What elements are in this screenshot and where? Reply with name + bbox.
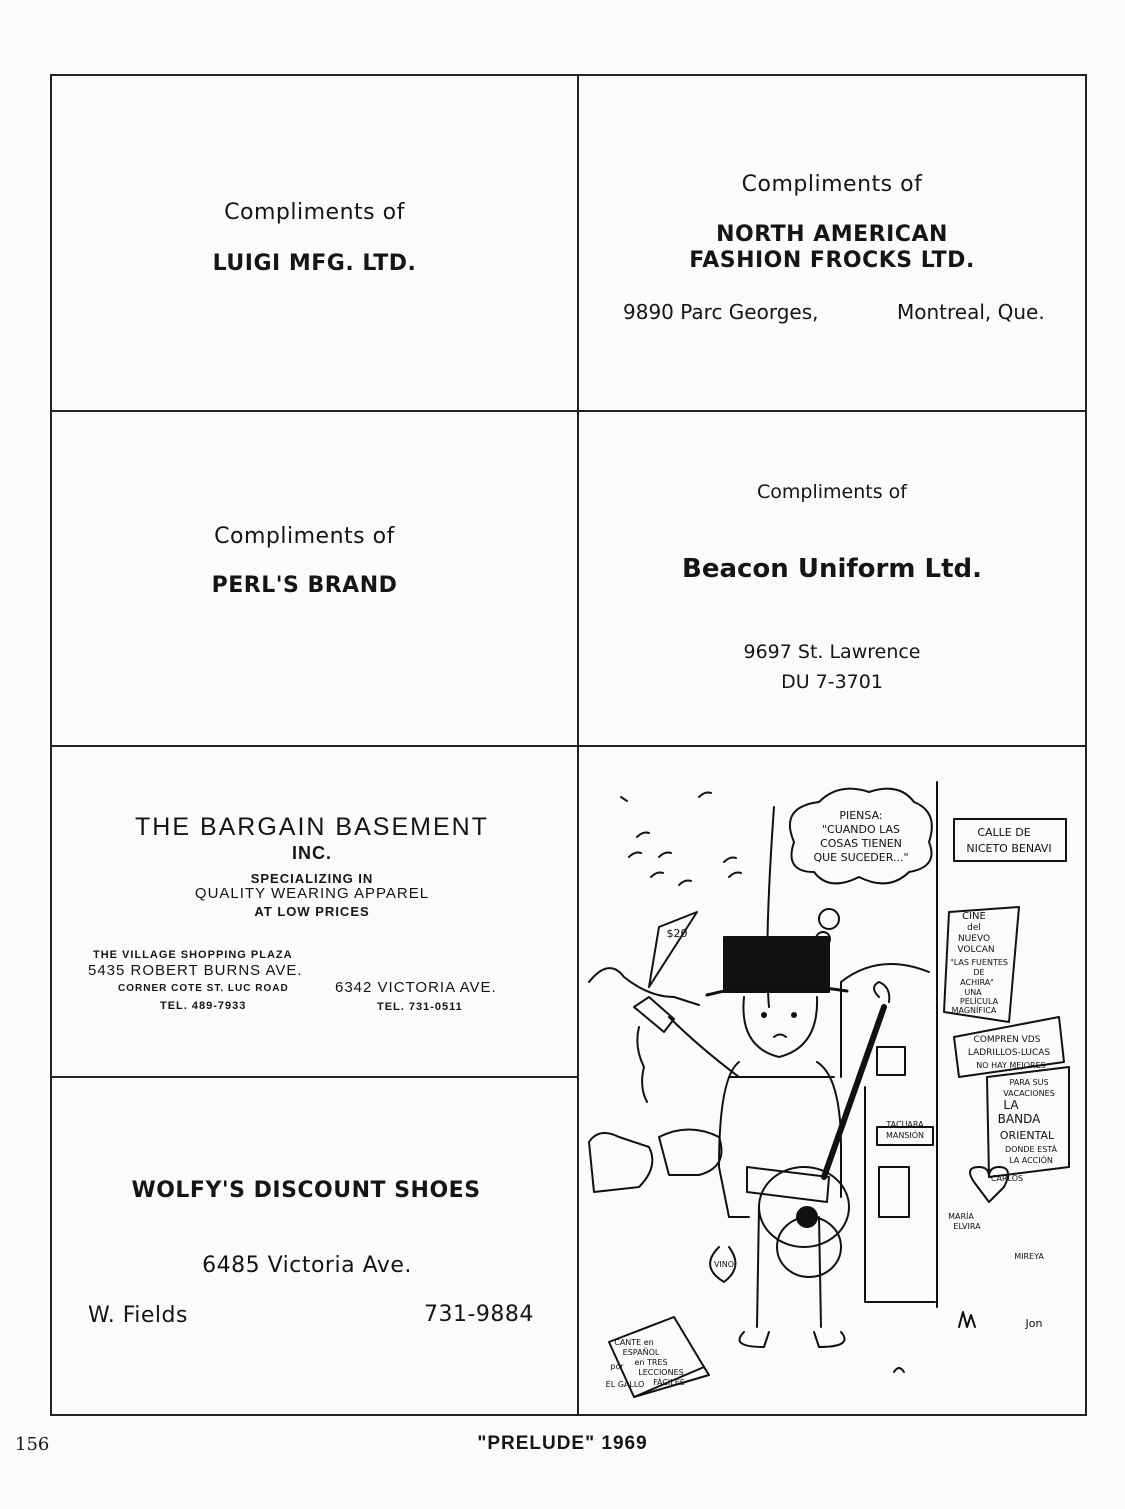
ladrillos-line-1: COMPREN VDS [973,1035,1041,1045]
perls-compliments: Compliments of [214,524,395,549]
ad-north-american [579,76,1085,410]
wolfys-name: WOLFY'S DISCOUNT SHOES [131,1178,481,1203]
bargain-victoria: 6342 VICTORIA AVE. [335,979,497,996]
luigi-compliments: Compliments of [224,200,405,225]
bargain-street: 5435 ROBERT BURNS AVE. [88,962,303,979]
bargain-title: THE BARGAIN BASEMENT [135,813,489,841]
ad-luigi [52,76,577,410]
mansion-line-1: TACUARA [886,1120,924,1129]
cartoon-illustration [579,747,1085,1415]
luigi-name: LUIGI MFG. LTD. [212,251,417,276]
thought-line-2: "CUANDO LAS [821,823,901,836]
wolfys-contact: W. Fields [88,1303,188,1328]
bargain-inc: INC. [292,843,332,863]
cine-line-8: UNA [964,988,982,997]
bargain-line1: SPECIALIZING IN [250,871,374,886]
maria-line-2: ELVIRA [953,1222,981,1231]
page-number: 156 [15,1434,50,1455]
mansion-line-2: MANSIÓN [885,1131,925,1140]
book-line-5: FÁCILES [653,1378,685,1387]
north-american-compliments: Compliments of [741,172,923,197]
perls-name: PERL'S BRAND [211,573,398,598]
banda-line-4: BANDA [997,1112,1041,1126]
cine-line-9: PELÍCULA [959,997,999,1006]
cine-line-7: ACHIRA" [960,978,994,987]
cine-line-6: DE [973,968,985,977]
ad-wolfys [52,1078,577,1415]
beacon-address: 9697 St. Lawrence [743,641,921,663]
jon-signature: Jon [1025,1317,1043,1330]
flag-label: $20 [666,927,688,940]
north-american-name-line2: FASHION FROCKS LTD. [689,248,975,273]
book-line-2: ESPAÑOL [622,1348,660,1357]
cartoon-panel [579,747,1085,1415]
cine-line-5: "LAS FUENTES [950,958,1008,967]
ad-bargain-basement [52,747,577,1076]
banda-line-3: LA [1003,1098,1019,1112]
ad-perls [52,412,577,745]
bargain-line2: QUALITY WEARING APPAREL [194,885,430,902]
north-american-address: 9890 Parc Georges, [623,300,819,324]
banda-line-5: ORIENTAL [999,1129,1055,1142]
book-line-1: CANTE en [614,1338,654,1347]
book-line-6: por [610,1362,624,1371]
mireya-label: MIREYA [1014,1252,1044,1261]
book-line-7: EL GALLO [605,1380,645,1389]
wolfys-address: 6485 Victoria Ave. [202,1253,412,1278]
book-line-3: en TRES [634,1358,668,1367]
cine-line-10: MAGNÍFICA [951,1006,997,1015]
thought-line-3: COSAS TIENEN [820,837,902,850]
north-american-city: Montreal, Que. [897,300,1045,324]
banda-line-1: PARA SUS [1009,1078,1049,1087]
ladrillos-line-3: NO HAY MEJORES [976,1061,1046,1070]
book-line-4: LECCIONES [638,1368,684,1377]
wolfys-phone: 731-9884 [424,1302,534,1327]
ad-beacon [579,412,1085,745]
bargain-tel2: TEL. 731-0511 [377,1001,463,1013]
thought-line-1: PIENSA: [839,809,883,822]
street-sign-line-1: CALLE DE [977,826,1031,839]
carlos-label: CARLOS [990,1174,1024,1183]
beacon-phone: DU 7-3701 [781,671,883,693]
thought-line-4: QUE SUCEDER..." [813,851,909,864]
banda-line-7: LA ACCIÓN [1009,1156,1053,1165]
cine-line-1: CINE [962,911,986,922]
banda-line-6: DONDE ESTÁ [1004,1145,1058,1154]
bargain-tel1: TEL. 489-7933 [160,1000,247,1012]
cine-line-2: del [967,923,981,933]
beacon-name: Beacon Uniform Ltd. [682,554,982,584]
maria-line-1: MARÍA [948,1212,974,1221]
bargain-plaza: THE VILLAGE SHOPPING PLAZA [93,949,293,961]
bargain-line3: AT LOW PRICES [254,904,370,919]
street-sign-line-2: NICETO BENAVI [966,842,1052,855]
cine-line-4: VOLCAN [957,945,995,955]
ladrillos-line-2: LADRILLOS-LUCAS [967,1048,1051,1058]
publication-title: "PRELUDE" 1969 [477,1433,648,1454]
beacon-compliments: Compliments of [757,481,907,503]
cine-line-3: NUEVO [957,934,991,944]
banda-line-2: VACACIONES [1003,1089,1055,1098]
bargain-corner: CORNER COTE ST. LUC ROAD [118,983,289,994]
vino-label: VINO [713,1260,735,1269]
north-american-name-line1: NORTH AMERICAN [716,222,948,247]
